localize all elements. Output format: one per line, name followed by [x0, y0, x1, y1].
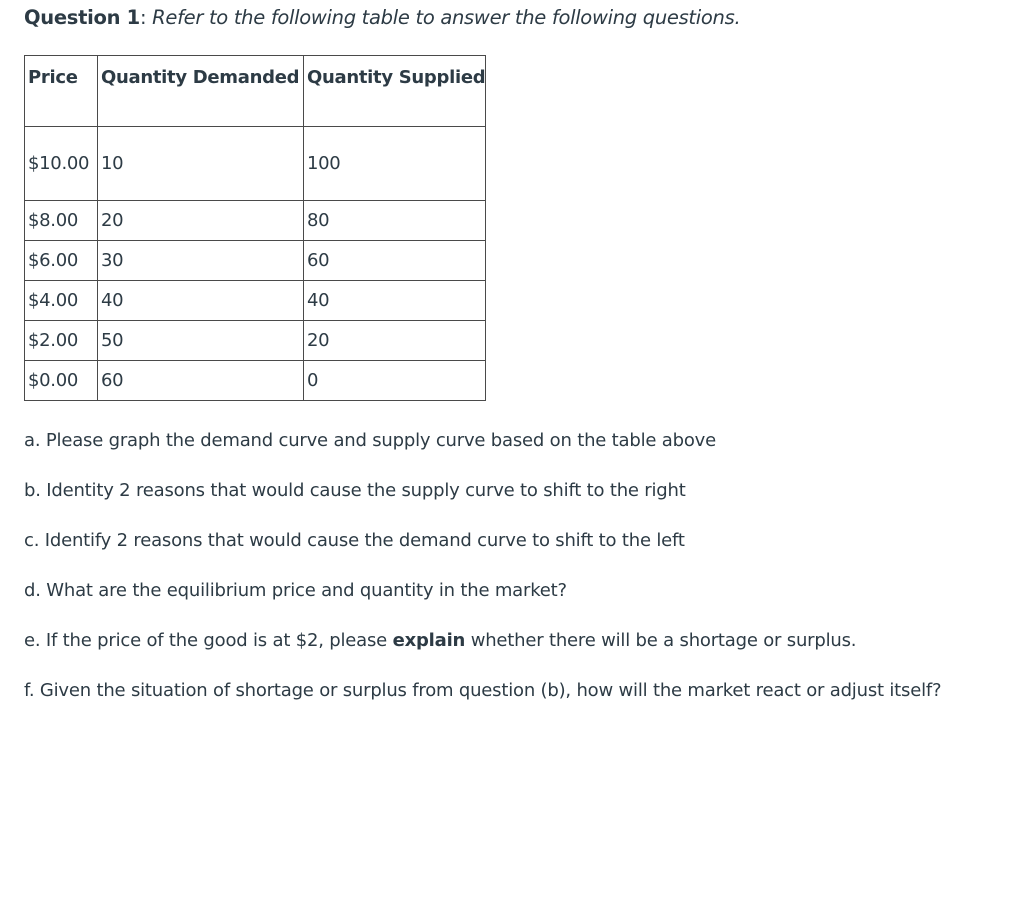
- supply-demand-table: [24, 55, 486, 401]
- price-cell: $10.00: [25, 127, 98, 201]
- question-d: d. What are the equilibrium price and quantity in the market?: [24, 580, 567, 601]
- table-row: [25, 201, 486, 241]
- question-prompt: Refer to the following table to answer the following questions.: [152, 6, 741, 29]
- quantity-demanded-cell: 10: [98, 127, 304, 201]
- quantity-supplied-cell: 80: [304, 201, 486, 241]
- question-a: a. Please graph the demand curve and supply curve based on the table above: [24, 430, 716, 451]
- table-row: [25, 281, 486, 321]
- price-cell: $8.00: [25, 201, 98, 241]
- question-e: [24, 624, 944, 658]
- header-quantity-demanded: Quantity Demanded: [98, 56, 304, 127]
- quantity-demanded-cell: 60: [98, 361, 304, 401]
- header-price: Price: [25, 56, 98, 127]
- question-separator: :: [139, 6, 147, 29]
- header-quantity-supplied: Quantity Supplied: [304, 56, 486, 127]
- question-e-text-start: e. If the price of the good is at $2, please: [24, 630, 393, 651]
- quantity-supplied-cell: 100: [304, 127, 486, 201]
- price-cell: $6.00: [25, 241, 98, 281]
- quantity-supplied-cell: 60: [304, 241, 486, 281]
- question-b: b. Identity 2 reasons that would cause the supply curve to shift to the right: [24, 480, 686, 501]
- price-cell: $4.00: [25, 281, 98, 321]
- question-e-emphasis: explain: [392, 630, 466, 651]
- question-label: Question 1: [24, 6, 140, 29]
- quantity-supplied-cell: 40: [304, 281, 486, 321]
- quantity-demanded-cell: 20: [98, 201, 304, 241]
- table-row: [25, 241, 486, 281]
- question-header: [24, 6, 740, 29]
- price-cell: $2.00: [25, 321, 98, 361]
- quantity-demanded-cell: 40: [98, 281, 304, 321]
- quantity-supplied-cell: 0: [304, 361, 486, 401]
- question-f: f. Given the situation of shortage or surplus from question (b), how will the market react or adjust itself?: [24, 680, 942, 701]
- table-header-row: [25, 56, 486, 127]
- sub-questions: [24, 424, 944, 724]
- table-row: [25, 361, 486, 401]
- quantity-demanded-cell: 50: [98, 321, 304, 361]
- quantity-demanded-cell: 30: [98, 241, 304, 281]
- table-row: [25, 321, 486, 361]
- quantity-supplied-cell: 20: [304, 321, 486, 361]
- price-cell: $0.00: [25, 361, 98, 401]
- question-c: c. Identify 2 reasons that would cause the demand curve to shift to the left: [24, 530, 685, 551]
- question-e-text-end: whether there will be a shortage or surplus.: [465, 630, 857, 651]
- table-row: [25, 127, 486, 201]
